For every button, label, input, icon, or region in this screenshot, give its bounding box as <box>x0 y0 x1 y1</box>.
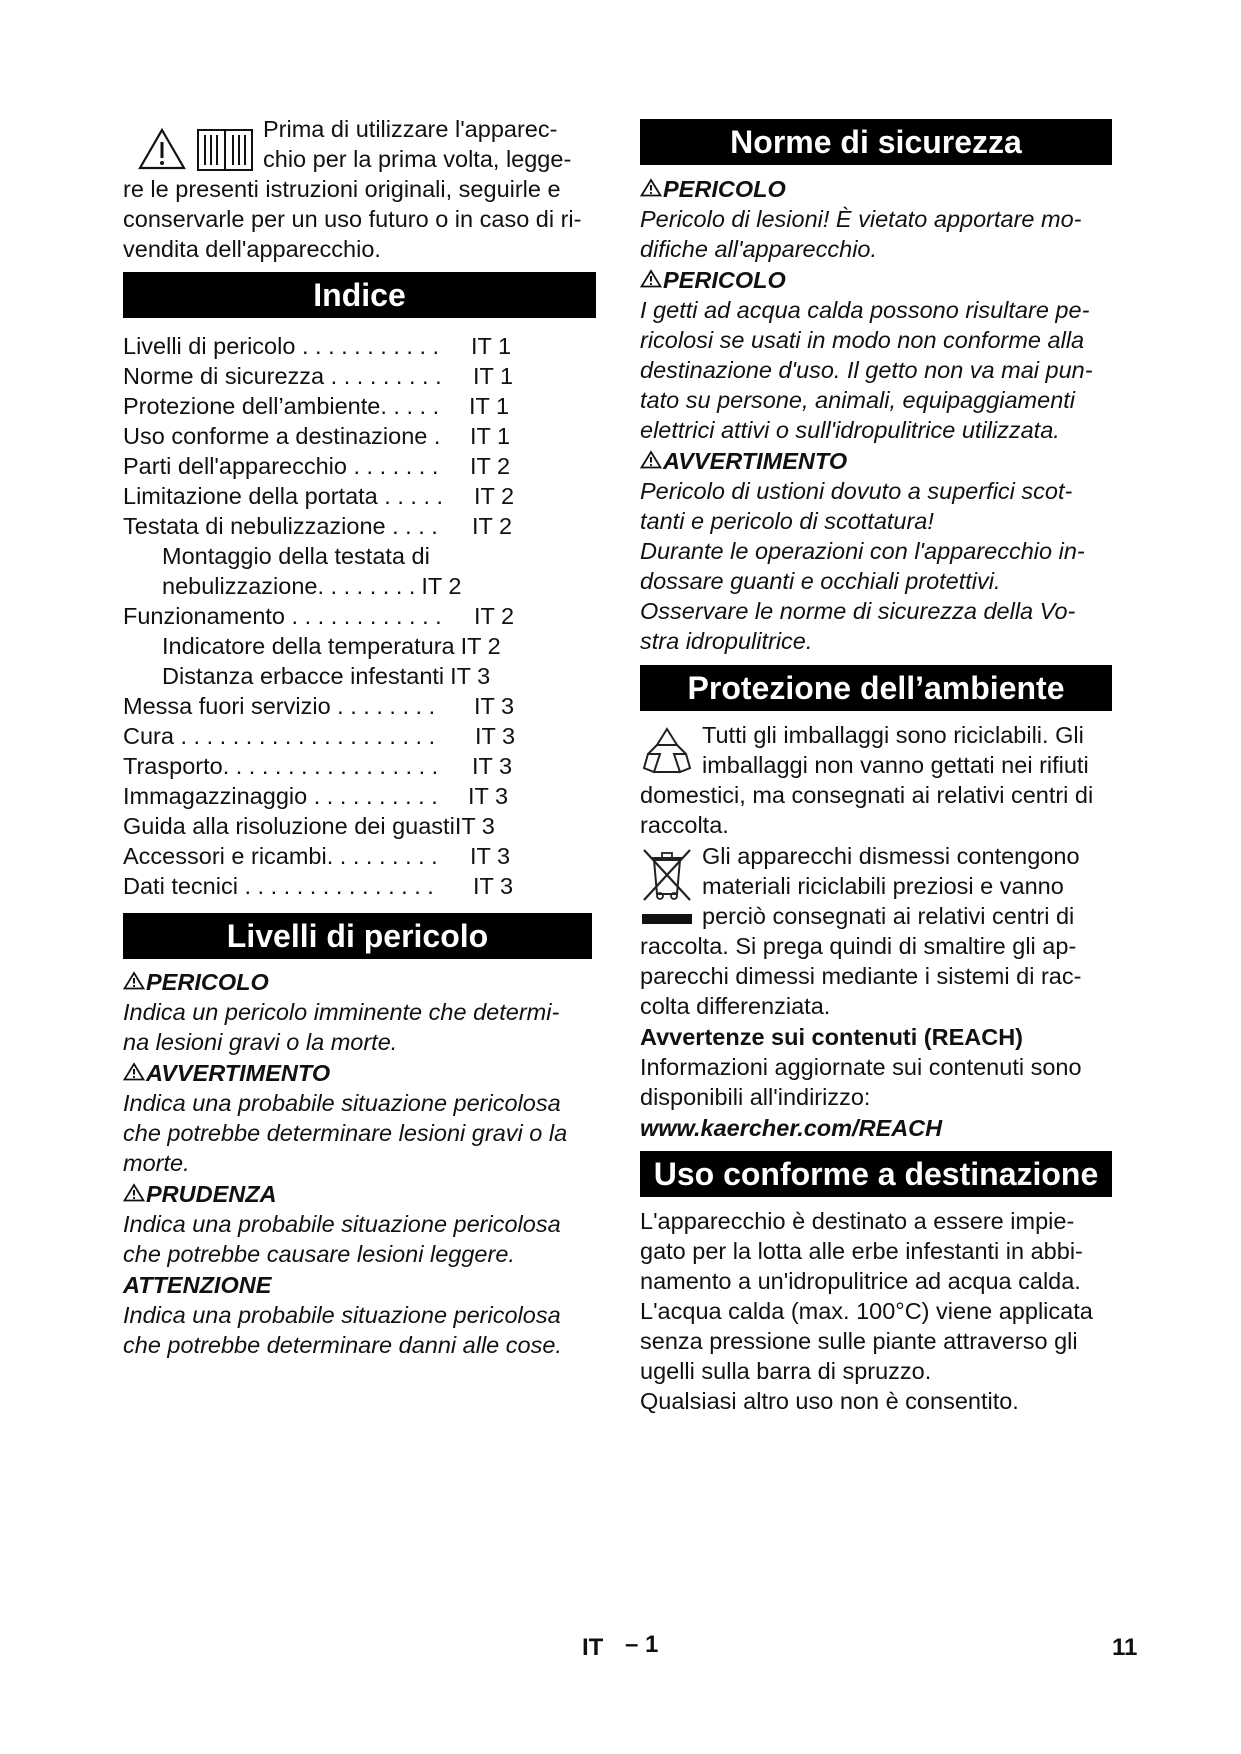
norme-p2-text-2: ricolosi se usati in modo non conforme alla <box>640 327 1085 353</box>
toc-label: Accessori e ricambi. . . . . . . . . <box>123 843 438 869</box>
toc-entry[interactable] <box>123 691 515 721</box>
livelli-pericolo-text-1: Indica un pericolo imminente che determi- <box>123 999 560 1025</box>
reach-url[interactable]: www.kaercher.com/REACH <box>640 1115 943 1141</box>
footer-page-local: – 1 <box>625 1631 659 1658</box>
ambiente-recycle-text-1: Tutti gli imballaggi sono riciclabili. Gli <box>702 722 1084 748</box>
reach-text-2: disponibili all'indirizzo: <box>640 1084 871 1110</box>
livelli-avvertimento-text-3: morte. <box>123 1150 190 1176</box>
norme-p2-text-4: tato su persone, animali, equipaggiamenti <box>640 387 1076 413</box>
toc-label: Indicatore della temperatura <box>162 633 455 659</box>
toc-page: IT 3 <box>454 813 495 839</box>
livelli-prudenza-text-2: che potrebbe causare lesioni leggere. <box>123 1241 515 1267</box>
toc-page: IT 3 <box>450 663 491 689</box>
toc-label: Montaggio della testata di <box>162 543 430 569</box>
toc-entry[interactable] <box>162 571 461 601</box>
livelli-avvertimento-text-1: Indica una probabile situazione pericolosa <box>123 1090 561 1116</box>
toc-label: Guida alla risoluzione dei guasti <box>123 813 455 839</box>
toc-entry[interactable] <box>123 841 511 871</box>
intro-line-4: conservarle per un uso futuro o in caso di ri- <box>123 206 582 232</box>
livelli-attenzione-text-1: Indica una probabile situazione pericolosa <box>123 1302 561 1328</box>
toc-entry[interactable] <box>123 721 516 751</box>
recycle-icon <box>640 726 694 776</box>
toc-entry[interactable] <box>123 511 513 541</box>
toc-page: IT 2 <box>474 603 515 629</box>
toc-label: Uso conforme a destinazione . <box>123 423 441 449</box>
ambiente-weee-text-5: parecchi dimessi mediante i sistemi di rac- <box>640 963 1082 989</box>
toc-label: Limitazione della portata . . . . . <box>123 483 444 509</box>
toc-page: IT 3 <box>470 843 511 869</box>
toc-entry[interactable] <box>123 451 511 481</box>
toc-label: Norme di sicurezza . . . . . . . . . <box>123 363 442 389</box>
uso-text-6: ugelli sulla barra di spruzzo. <box>640 1358 932 1384</box>
norme-p1-text-2: difiche all'apparecchio. <box>640 236 878 262</box>
toc-label: nebulizzazione. . . . . . . . <box>162 573 416 599</box>
toc-label: Testata di nebulizzazione . . . . <box>123 513 438 539</box>
warning-icon <box>123 971 145 990</box>
toc-label: Distanza erbacce infestanti <box>162 663 445 689</box>
norme-heading: Norme di sicurezza <box>640 119 1112 165</box>
ambiente-recycle-text-2: imballaggi non vanno gettati nei rifiuti <box>702 752 1089 778</box>
toc-page: IT 2 <box>470 453 511 479</box>
uso-text-1: L'apparecchio è destinato a essere impie- <box>640 1208 1075 1234</box>
toc-label: Funzionamento . . . . . . . . . . . . <box>123 603 442 629</box>
toc-label: Parti dell'apparecchio . . . . . . . <box>123 453 439 479</box>
ambiente-weee-text-6: colta differenziata. <box>640 993 831 1019</box>
intro-line-1: Prima di utilizzare l'apparec- <box>263 116 558 142</box>
toc-entry[interactable] <box>123 391 510 421</box>
livelli-attenzione-label: ATTENZIONE <box>123 1272 272 1298</box>
livelli-avvertimento-text-2: che potrebbe determinare lesioni gravi o la <box>123 1120 568 1146</box>
warning-icon <box>640 450 662 469</box>
norme-a-text-1: Pericolo di ustioni dovuto a superfici scot- <box>640 478 1073 504</box>
livelli-heading: Livelli di pericolo <box>123 913 592 959</box>
ambiente-weee-text-1: Gli apparecchi dismessi contengono <box>702 843 1080 869</box>
ambiente-recycle-text-4: raccolta. <box>640 812 729 838</box>
toc-page: IT 3 <box>474 693 515 719</box>
toc-entry[interactable] <box>123 811 495 841</box>
toc-page: IT 2 <box>460 633 501 659</box>
ambiente-heading: Protezione dell’ambiente <box>640 665 1112 711</box>
toc-page: IT 3 <box>468 783 509 809</box>
intro-line-3: re le presenti istruzioni originali, seguirle e <box>123 176 561 202</box>
manual-book-icon <box>196 127 254 173</box>
uso-heading: Uso conforme a destinazione <box>640 1151 1112 1197</box>
norme-p1-text-1: Pericolo di lesioni! È vietato apportare mo- <box>640 206 1082 232</box>
toc-page: IT 3 <box>472 753 513 779</box>
toc-entry[interactable] <box>123 361 514 391</box>
toc-label: Trasporto. . . . . . . . . . . . . . . . . <box>123 753 439 779</box>
toc-entry[interactable] <box>123 481 515 511</box>
livelli-attenzione-text-2: che potrebbe determinare danni alle cose. <box>123 1332 562 1358</box>
livelli-pericolo-text-2: na lesioni gravi o la morte. <box>123 1029 398 1055</box>
warning-icon <box>640 178 662 197</box>
norme-a-text-3: Durante le operazioni con l'apparecchio in- <box>640 538 1085 564</box>
toc-label: Livelli di pericolo . . . . . . . . . . . <box>123 333 440 359</box>
norme-a-text-4: dossare guanti e occhiali protettivi. <box>640 568 1001 594</box>
toc-entry[interactable] <box>123 871 514 901</box>
warning-icon <box>123 1062 145 1081</box>
toc-entry[interactable] <box>123 781 509 811</box>
warning-icon <box>138 127 186 171</box>
toc-label: Messa fuori servizio . . . . . . . . <box>123 693 436 719</box>
toc-entry[interactable] <box>123 421 511 451</box>
warning-icon <box>640 269 662 288</box>
norme-a-text-6: stra idropulitrice. <box>640 628 813 654</box>
toc-page: IT 3 <box>473 873 514 899</box>
toc-page: IT 1 <box>469 393 510 419</box>
uso-text-4: L'acqua calda (max. 100°C) viene applicata <box>640 1298 1093 1324</box>
reach-title: Avvertenze sui contenuti (REACH) <box>640 1024 1024 1050</box>
toc-label: Protezione dell’ambiente. . . . . <box>123 393 440 419</box>
uso-text-3: namento a un'idropulitrice ad acqua calda. <box>640 1268 1081 1294</box>
intro-line-2: chio per la prima volta, legge- <box>263 146 572 172</box>
indice-heading: Indice <box>123 272 596 318</box>
livelli-avvertimento-label: AVVERTIMENTO <box>123 1058 330 1088</box>
norme-p2-text-5: elettrici attivi o sull'idropulitrice utilizzata. <box>640 417 1060 443</box>
livelli-prudenza-text-1: Indica una probabile situazione pericolosa <box>123 1211 561 1237</box>
livelli-pericolo-label: PERICOLO <box>123 967 269 997</box>
toc-entry[interactable] <box>123 331 512 361</box>
norme-a-text-2: tanti e pericolo di scottatura! <box>640 508 934 534</box>
uso-text-5: senza pressione sulle piante attraverso gli <box>640 1328 1078 1354</box>
norme-avvertimento-label: AVVERTIMENTO <box>640 446 847 476</box>
toc-label: Cura . . . . . . . . . . . . . . . . . . . . <box>123 723 436 749</box>
warning-icon <box>123 1183 145 1202</box>
toc-label: Immagazzinaggio . . . . . . . . . . <box>123 783 438 809</box>
toc-page: IT 1 <box>470 423 511 449</box>
crossed-bin-icon <box>640 846 694 928</box>
ambiente-weee-text-2: materiali riciclabili preziosi e vanno <box>702 873 1064 899</box>
ambiente-weee-text-4: raccolta. Si prega quindi di smaltire gli ap- <box>640 933 1077 959</box>
toc-page: IT 1 <box>471 333 512 359</box>
toc-entry[interactable] <box>162 661 490 691</box>
intro-line-5: vendita dell'apparecchio. <box>123 236 381 262</box>
toc-page: IT 2 <box>472 513 513 539</box>
livelli-prudenza-label: PRUDENZA <box>123 1179 277 1209</box>
toc-page: IT 1 <box>473 363 514 389</box>
toc-entry[interactable] <box>123 601 515 631</box>
ambiente-recycle-text-3: domestici, ma consegnati ai relativi centri di <box>640 782 1094 808</box>
footer-lang: IT <box>582 1634 604 1661</box>
reach-text-1: Informazioni aggiornate sui contenuti sono <box>640 1054 1082 1080</box>
norme-pericolo-label-1: PERICOLO <box>640 174 786 204</box>
norme-p2-text-1: I getti ad acqua calda possono risultare pe- <box>640 297 1090 323</box>
norme-a-text-5: Osservare le norme di sicurezza della Vo- <box>640 598 1076 624</box>
toc-entry[interactable] <box>162 541 430 571</box>
norme-pericolo-label-2: PERICOLO <box>640 265 786 295</box>
norme-p2-text-3: destinazione d'uso. Il getto non va mai pun- <box>640 357 1093 383</box>
toc-label: Dati tecnici . . . . . . . . . . . . . . . <box>123 873 434 899</box>
footer-page-number: 11 <box>1112 1634 1138 1661</box>
toc-entry[interactable] <box>123 751 513 781</box>
toc-page: IT 2 <box>474 483 515 509</box>
uso-text-7: Qualsiasi altro uso non è consentito. <box>640 1388 1019 1414</box>
toc-entry[interactable] <box>162 631 501 661</box>
toc-page: IT 3 <box>475 723 516 749</box>
ambiente-weee-text-3: perciò consegnati ai relativi centri di <box>702 903 1075 929</box>
uso-text-2: gato per la lotta alle erbe infestanti in abbi- <box>640 1238 1083 1264</box>
toc-page: IT 2 <box>421 573 462 599</box>
